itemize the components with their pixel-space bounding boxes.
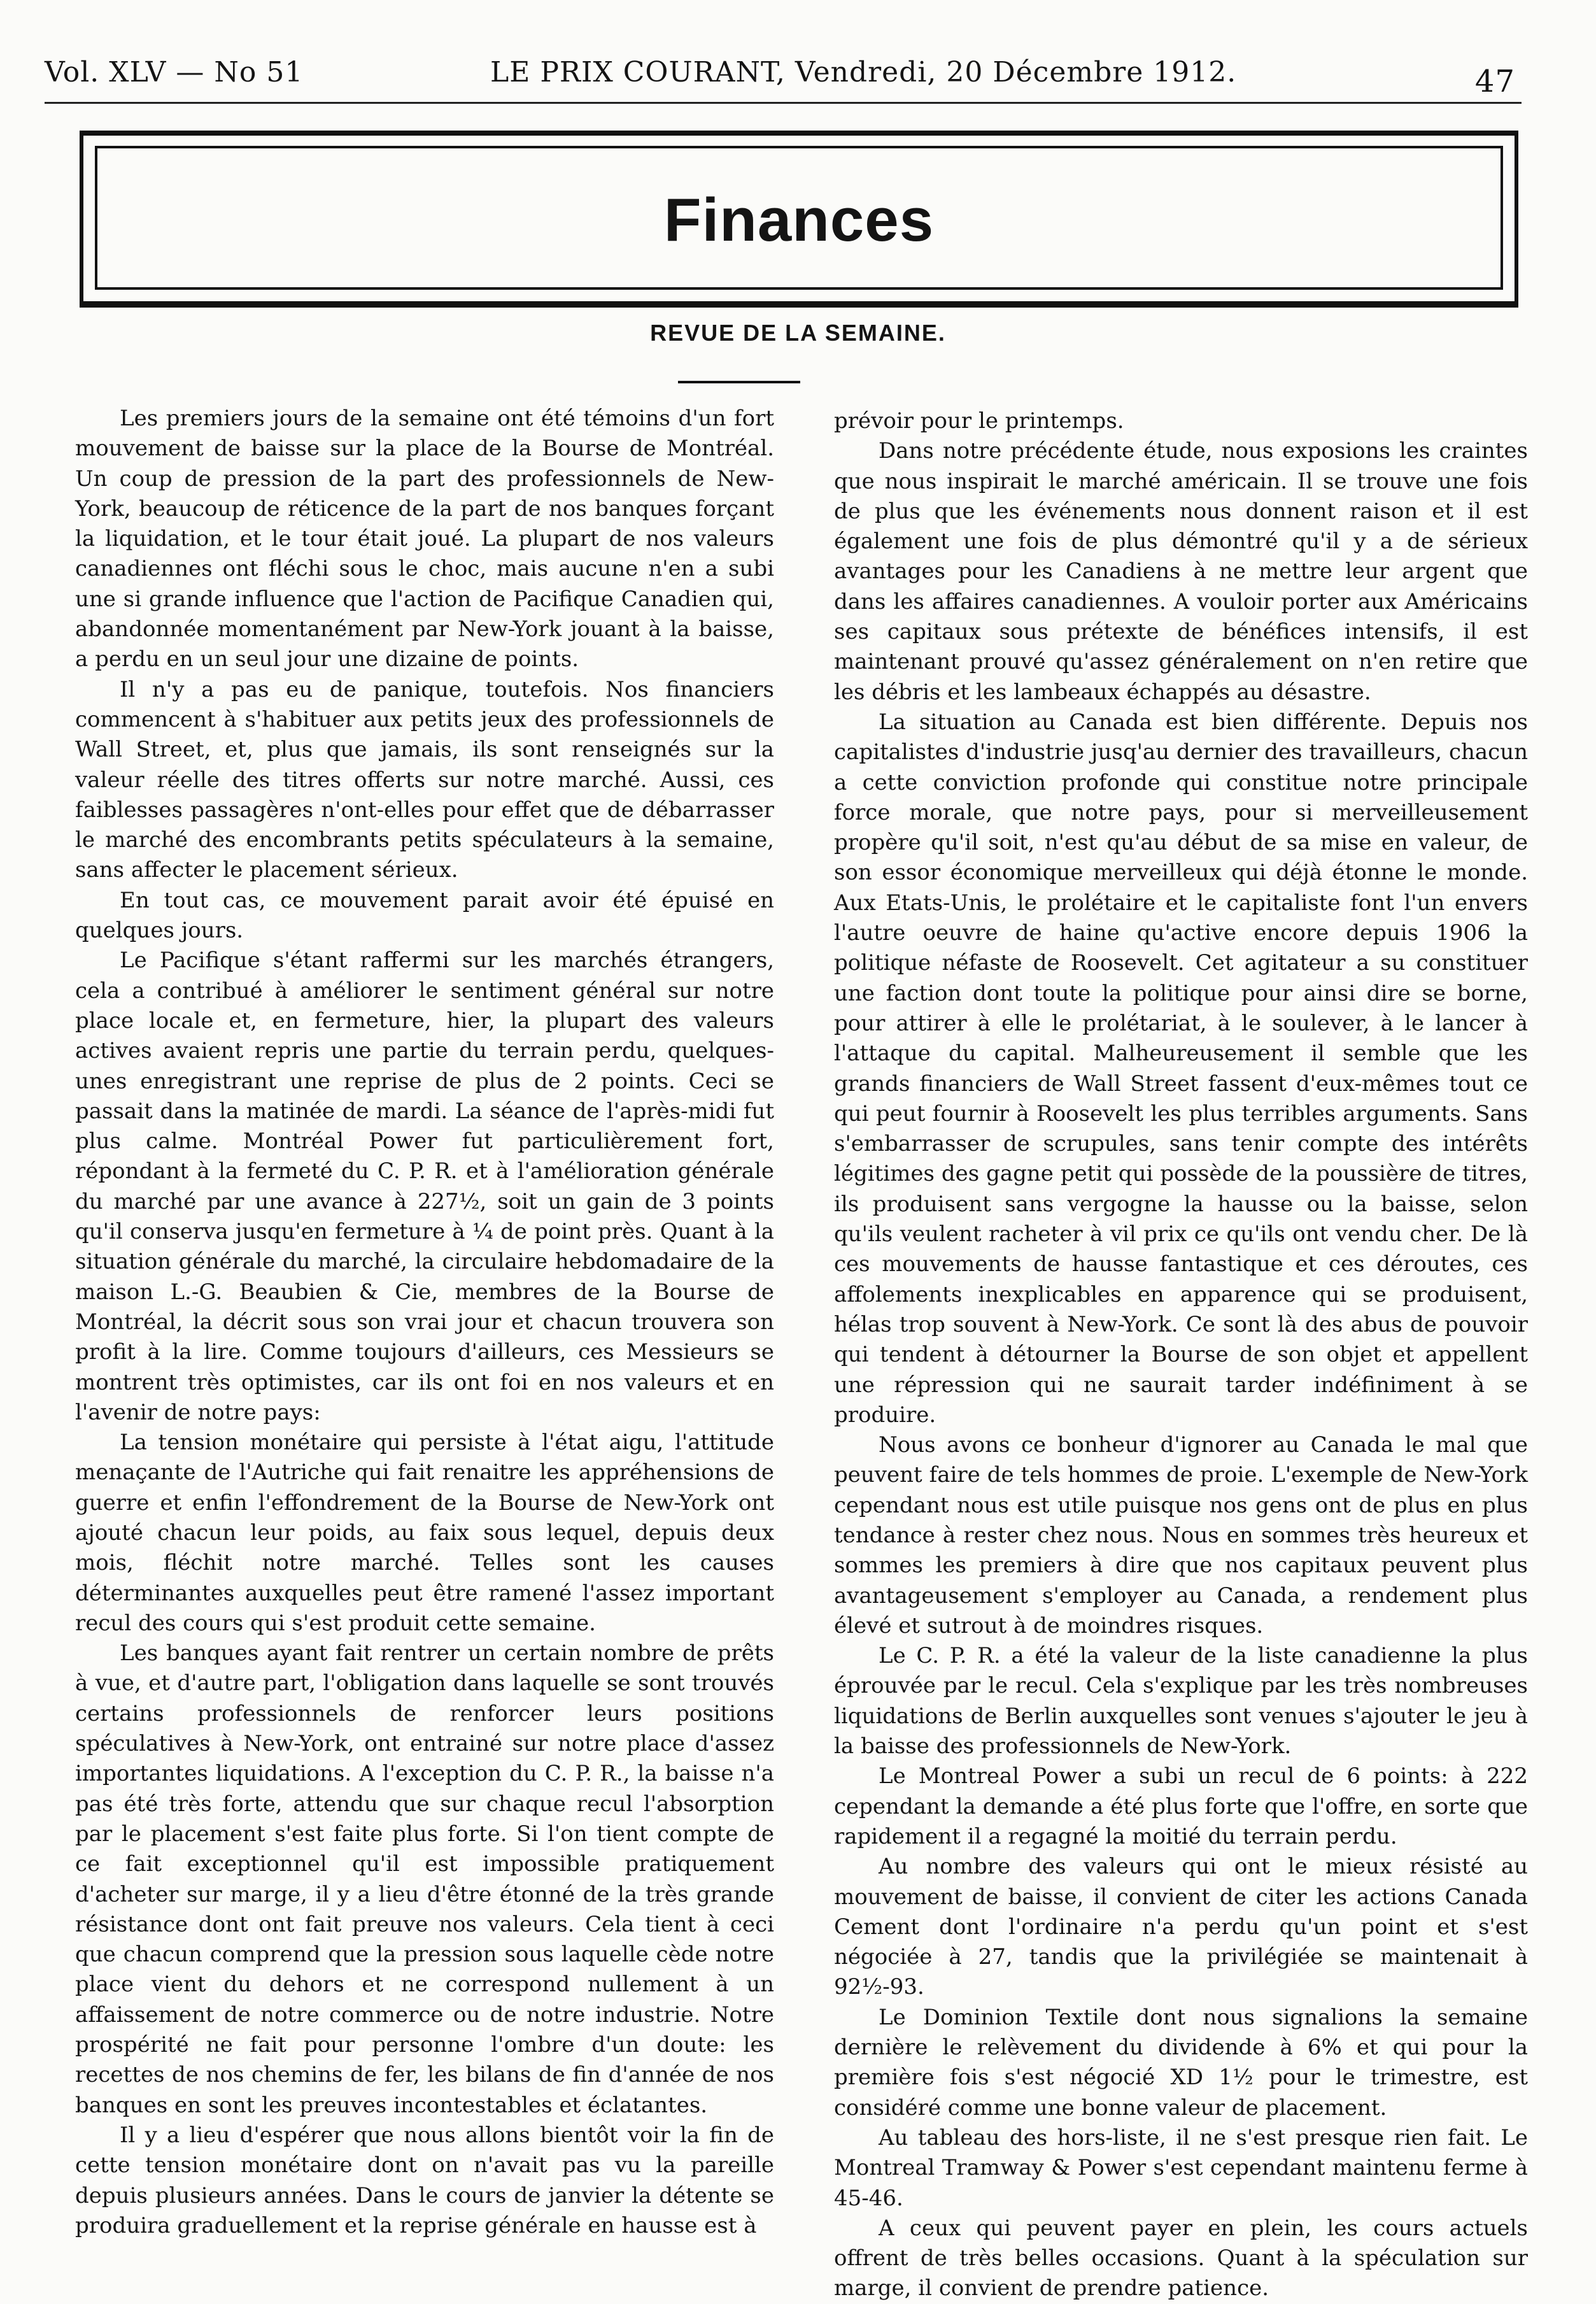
paragraph: A ceux qui peuvent payer en plein, les cours actuels offrent de très belles occasions. Quant à la spéculation sur marge, il convient de prendre patience. xyxy=(834,2215,1528,2301)
section-title: Finances xyxy=(663,186,935,254)
paragraph: En tout cas, ce mouvement parait avoir été épuisé en quelques jours. xyxy=(75,887,774,944)
volume-number: Vol. XLV — No 51 xyxy=(45,56,304,89)
article-subtitle: REVUE DE LA SEMAINE. xyxy=(650,320,946,346)
paragraph: La tension monétaire qui persiste à l'état aigu, l'attitude menaçante de l'Autriche qui fait renaitre les appréhensions de guerre et enfin l'effondrement de la Bourse de New-York ont ajouté chacun leur poids, au faix sous lequel, depuis deux mois, fléchit notre marché. Telles sont les causes déterminantes auxquelles peut être ramené l'assez important recul des cours qui s'est produit cette semaine. xyxy=(75,1430,774,1636)
running-header xyxy=(45,56,1528,97)
paragraph: Il n'y a pas eu de panique, toutefois. Nos financiers commencent à s'habituer aux petits jeux des professionnels de Wall Street, et, plus que jamais, ils sont renseignés sur la valeur réelle des titres offerts sur notre marché. Aussi, ces faiblesses passagères n'ont-elles pour effet que de débarrasser le marché des encombrants petits spéculateurs à la semaine, sans affecter le placement sérieux. xyxy=(75,676,774,883)
section-banner xyxy=(80,131,1518,308)
paragraph: Le C. P. R. a été la valeur de la liste canadienne la plus éprouvée par le recul. Cela s'explique par les très nombreuses liquidations de Berlin auxquelles sont venues s'ajouter le jeu à la baisse des professionnels de New-York. xyxy=(834,1643,1528,1760)
paragraph-continuation: prévoir pour le printemps. xyxy=(834,408,1124,434)
publication-title: LE PRIX COURANT, Vendredi, 20 Décembre 1912. xyxy=(490,56,1237,89)
paragraph: Dans notre précédente étude, nous exposions les craintes que nous inspirait le marché américain. Il se trouve une fois de plus que les événements nous donnent raison et il est également une fois de plus démontré qu'il y a de sérieux avantages pour les Canadiens à ne mettre leur argent que dans les affaires canadiennes. A vouloir porter aux Américains ses capitaux sous prétexte de bénéfices intensifs, il est maintenant prouvé qu'assez généralement on n'en retire que les débris et les lambeaux échappés au désastre. xyxy=(834,438,1528,705)
paragraph: Les premiers jours de la semaine ont été témoins d'un fort mouvement de baisse sur la place de la Bourse de Montréal. Un coup de pression de la part des professionnels de New-York, beaucoup de réticence de la part de nos banques forçant la liquidation, et le tour était joué. La plupart de nos valeurs canadiennes ont fléchi sous le choc, mais aucune n'en a subi une si grande influence que l'action de Pacifique Canadien qui, abandonnée momentanément par New-York jouant à la baisse, a perdu en un seul jour une dizaine de points. xyxy=(75,406,774,672)
paragraph: Il y a lieu d'espérer que nous allons bientôt voir la fin de cette tension monétaire dont on n'avait pas vu la pareille depuis plusieurs années. Dans le cours de janvier la détente se produira graduellement et la reprise générale en hausse est à xyxy=(75,2122,774,2238)
paragraph: Le Pacifique s'étant raffermi sur les marchés étrangers, cela a contribué à améliorer le sentiment général sur notre place locale et, en fermeture, hier, la plupart des valeurs actives avaient repris une partie du terrain perdu, quelques-unes enregistrant une reprise de plus de 2 points. Ceci se passait dans la matinée de mardi. La séance de l'après-midi fut plus calme. Montréal Power fut particulièrement fort, répondant à la fermeté du C. P. R. et à l'amélioration générale du marché par une avance à 227½, soit un gain de 3 points qu'il conserva jusqu'en fermeture à ¼ de point près. Quant à la situation générale du marché, la circulaire hebdomadaire de la maison L.-G. Beaubien & Cie, membres de la Bourse de Montréal, la décrit sous son vrai jour et chacun trouvera son profit à la lire. Comme toujours d'ailleurs, ces Messieurs se montrent très optimistes, car ils ont foi en nos valeurs et en l'avenir de notre pays: xyxy=(75,948,774,1425)
subtitle-rule xyxy=(678,381,800,383)
paragraph: Le Dominion Textile dont nous signalions la semaine dernière le relèvement du dividende à 6% et qui pour la première fois s'est négocié XD 1½ pour le trimestre, est considéré comme une bonne valeur de placement. xyxy=(834,2004,1528,2121)
left-column xyxy=(75,404,774,2241)
paragraph: Nous avons ce bonheur d'ignorer au Canada le mal que peuvent faire de tels hommes de proie. L'exemple de New-York cependant nous est utile puisque nos gens ont de plus en plus tendance à rester chez nous. Nous en sommes très heureux et sommes les premiers à dire que nos capitaux peuvent plus avantageusement s'employer au Canada, a rendement plus élevé et sutrout à de moindres risques. xyxy=(834,1432,1528,1639)
right-column xyxy=(834,406,1528,2304)
paragraph: Les banques ayant fait rentrer un certain nombre de prêts à vue, et d'autre part, l'obligation dans laquelle se sont trouvés certains professionnels de renforcer leurs positions spéculatives à New-York, ont entrainé sur notre place d'assez importantes liquidations. A l'exception du C. P. R., la baisse n'a pas été très forte, attendu que sur chaque recul l'absorption par le placement s'est faite plus forte. Si l'on tient compte de ce fait exceptionnel qu'il est impossible pratiquement d'acheter sur marge, il y a lieu d'être étonné de la très grande résistance dont ont fait preuve nos valeurs. Cela tient à ceci que chacun comprend que la pression sous laquelle cède notre place vient du dehors et ne correspond nullement à un affaissement de notre commerce ou de notre industrie. Notre prospérité ne fait pour personne l'ombre d'un doute: les recettes de nos chemins de fer, les bilans de fin d'année de nos banques en sont les preuves incontestables et éclatantes. xyxy=(75,1640,774,2118)
paragraph: Au nombre des valeurs qui ont le mieux résisté au mouvement de baisse, il convient de citer les actions Canada Cement dont l'ordinaire n'a perdu qu'un point et s'est négociée à 27, tandis que la privilégiée se maintenait à 92½-93. xyxy=(834,1854,1528,2000)
paragraph: La situation au Canada est bien différente. Depuis nos capitalistes d'industrie jusq'au dernier des travailleurs, chacun a cette conviction profonde qui constitue notre principale force morale, que notre pays, pour si merveilleusement propère qu'il soit, n'est qu'au début de sa mise en valeur, de son essor économique merveilleux qui déjà étonne le monde. Aux Etats-Unis, le prolétaire et le capitaliste font l'un envers l'autre oeuvre de haine qu'active encore depuis 1906 la politique néfaste de Roosevelt. Cet agitateur a su constituer une faction dont toute la politique pour ainsi dire se borne, pour attirer à elle le prolétariat, à le soulever, à le lancer à l'attaque du capital. Malheureusement il semble que les grands financiers de Wall Street fassent d'eux-mêmes tout ce qui peut fournir à Roosevelt les plus terribles arguments. Sans s'embarrasser de scrupules, sans tenir compte des intérêts légitimes des gagne petit qui possède de la poussière de titres, ils produisent sans vergogne la hausse ou la baisse, selon qu'ils veulent racheter à vil prix ce qu'ils ont vendu cher. De là ces mouvements de hausse fantastique et ces déroutes, ces affolements inexplicables en apparence qui se produisent, hélas trop souvent à New-York. Ce sont là des abus de pouvoir qui tendent à détourner la Bourse de son objet et appellent une répression qui ne saurait tarder indéfiniment à se produire. xyxy=(834,709,1528,1428)
page-number: 47 xyxy=(1474,64,1515,99)
header-rule xyxy=(45,102,1522,104)
paragraph: Le Montreal Power a subi un recul de 6 points: à 222 cependant la demande a été plus forte que l'offre, en sorte que rapidement il a regagné la moitié du terrain perdu. xyxy=(834,1763,1528,1849)
paragraph: Au tableau des hors-liste, il ne s'est presque rien fait. Le Montreal Tramway & Power s'est cependant maintenu ferme à 45-46. xyxy=(834,2124,1528,2211)
